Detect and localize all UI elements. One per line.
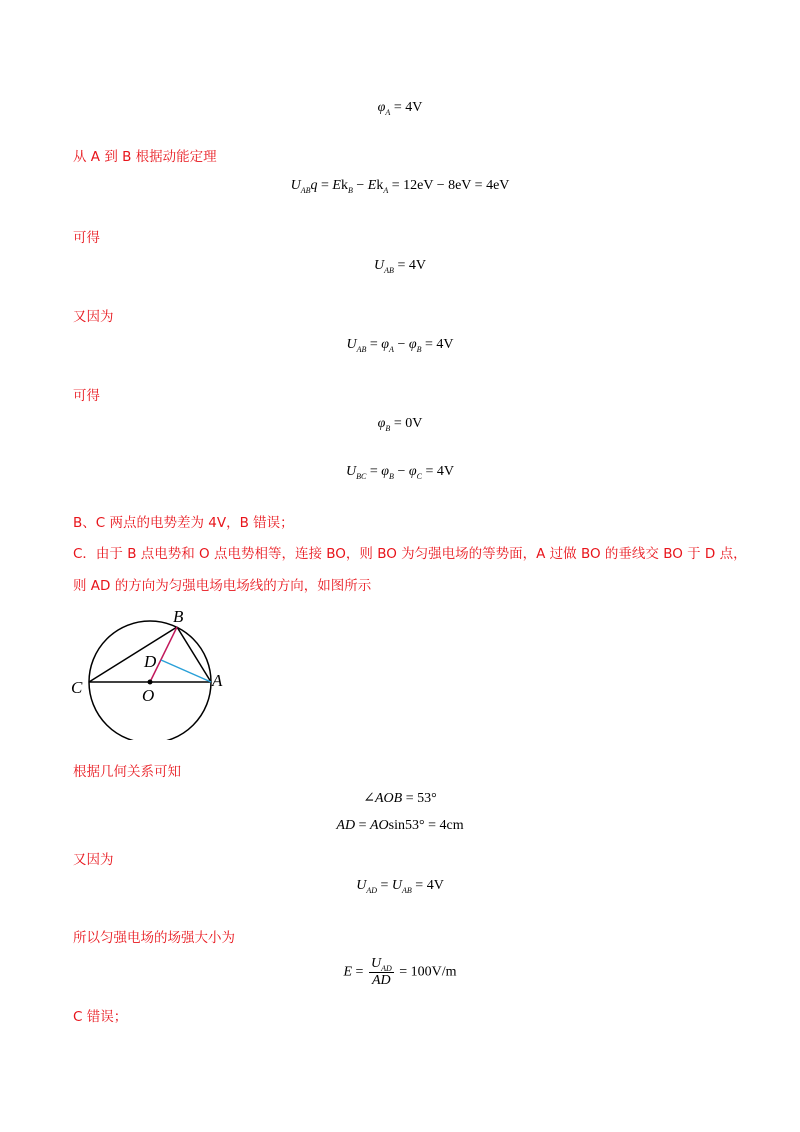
- equation-uab: $U_{AB} = 4V$: [374, 258, 426, 275]
- text-c-wrong: C 错误；: [73, 1009, 128, 1025]
- equation-ubc: $U_{BC} = \varphi_B - \varphi_C = 4V$: [346, 464, 454, 481]
- text-kede-1: 可得: [73, 230, 100, 246]
- center-point: [148, 680, 153, 685]
- text-c-line-1: C．由于 B 点电势和 O 点电势相等，连接 BO，则 BO 为匀强电场的等势面，A 过做 BO 的垂线交 BO 于 D 点，: [73, 546, 747, 562]
- text-youyinwei-1: 又因为: [73, 309, 114, 325]
- text-field-strength: 所以匀强电场的场强大小为: [73, 930, 235, 946]
- equation-uab-q: $U_{AB}q = Ek_B - Ek_A = 12eV - 8eV = 4eV$: [290, 178, 510, 195]
- equation-angle-aob: ∠AOB = 53°: [363, 791, 437, 806]
- equation-uab-diff: $U_{AB} = \varphi_A - \varphi_B = 4V$: [346, 337, 454, 354]
- text-geometry: 根据几何关系可知: [73, 764, 181, 780]
- equation-phi-b: $\varphi_B = 0V$: [377, 416, 423, 433]
- text-bc-difference: B、C 两点的电势差为 4V，B 错误；: [73, 515, 294, 531]
- fraction-uad-ad: $\frac{U_{AD}}{AD}$: [370, 956, 392, 988]
- equation-e: E = $\frac{U_{AD}}{AD}$ = 100V/m: [343, 956, 457, 988]
- label-b: B: [173, 607, 184, 626]
- geometry-figure: [68, 605, 248, 740]
- equation-uad: $U_{AD} = U_{AB} = 4V$: [356, 878, 444, 895]
- label-c: C: [71, 678, 83, 697]
- text-youyinwei-2: 又因为: [73, 852, 114, 868]
- text-from-a-to-b: 从 A 到 B 根据动能定理: [73, 149, 217, 165]
- text-kede-2: 可得: [73, 388, 100, 404]
- equation-phi-a: $\varphi_A = 4V$: [377, 100, 423, 117]
- equation-ad: AD = AOsin53° = 4cm: [336, 818, 464, 833]
- label-d: D: [144, 652, 157, 671]
- label-o: O: [142, 686, 155, 705]
- text-c-line-2: 则 AD 的方向为匀强电场电场线的方向，如图所示: [73, 578, 372, 594]
- label-a: A: [212, 671, 223, 690]
